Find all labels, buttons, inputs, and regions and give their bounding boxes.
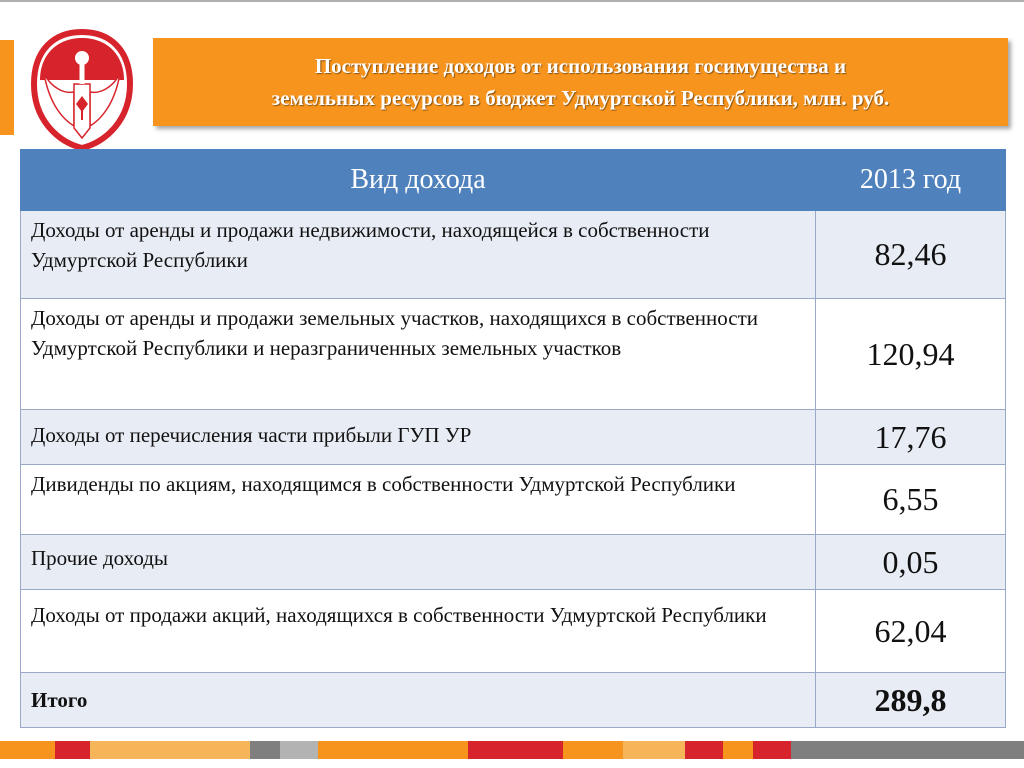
- row-value: 17,76: [816, 410, 1006, 465]
- bottom-bar-segment: [791, 741, 1024, 759]
- bottom-decorative-bar: [0, 741, 1024, 759]
- left-accent-strip: [0, 40, 14, 135]
- table-row: [21, 299, 1006, 410]
- table-row: [21, 465, 1006, 535]
- bottom-bar-segment: [393, 741, 468, 759]
- slide-title-line-2: земельных ресурсов в бюджет Удмуртской Республики, млн. руб.: [271, 86, 890, 110]
- bottom-bar-segment: [753, 741, 791, 759]
- row-value: 6,55: [816, 465, 1006, 535]
- bottom-bar-segment: [30, 741, 55, 759]
- bottom-bar-segment: [210, 741, 250, 759]
- row-value: 0,05: [816, 535, 1006, 590]
- bottom-bar-segment: [90, 741, 150, 759]
- row-description: Прочие доходы: [21, 535, 816, 590]
- udmurt-emblem-icon: [30, 28, 134, 152]
- total-value: 289,8: [816, 673, 1006, 728]
- row-description: Доходы от продажи акций, находящихся в собственности Удмуртской Республики: [21, 590, 816, 673]
- header-year-2013: 2013 год: [816, 150, 1006, 211]
- row-description: Доходы от аренды и продажи земельных участков, находящихся в собственности Удмуртской Республики и неразграниченных земельных участков: [21, 299, 816, 410]
- table-row: [21, 590, 1006, 673]
- total-label: Итого: [21, 673, 816, 728]
- header-income-type: Вид дохода: [21, 150, 816, 211]
- bottom-bar-segment: [723, 741, 753, 759]
- bottom-bar-segment: [0, 741, 30, 759]
- bottom-bar-segment: [623, 741, 685, 759]
- bottom-bar-segment: [280, 741, 318, 759]
- bottom-bar-segment: [318, 741, 393, 759]
- table-row: [21, 410, 1006, 465]
- row-description: Дивиденды по акциям, находящимся в собственности Удмуртской Республики: [21, 465, 816, 535]
- row-value: 62,04: [816, 590, 1006, 673]
- top-divider-line: [0, 0, 1024, 2]
- table-row: [21, 535, 1006, 590]
- bottom-bar-segment: [468, 741, 563, 759]
- table-row: [21, 211, 1006, 299]
- bottom-bar-segment: [685, 741, 723, 759]
- row-description: Доходы от перечисления части прибыли ГУП УР: [21, 410, 816, 465]
- bottom-bar-segment: [563, 741, 623, 759]
- row-description: Доходы от аренды и продажи недвижимости, находящейся в собственности Удмуртской Республики: [21, 211, 816, 299]
- bottom-bar-segment: [150, 741, 210, 759]
- row-value: 82,46: [816, 211, 1006, 299]
- row-value: 120,94: [816, 299, 1006, 410]
- bottom-bar-segment: [55, 741, 90, 759]
- slide-title-line-1: Поступление доходов от использования госимущества и: [314, 54, 847, 78]
- bottom-bar-segment: [250, 741, 280, 759]
- table-total-row: [21, 673, 1006, 728]
- income-table: [20, 149, 1006, 728]
- table-header-row: [21, 150, 1006, 211]
- slide-title-banner: [153, 38, 1008, 126]
